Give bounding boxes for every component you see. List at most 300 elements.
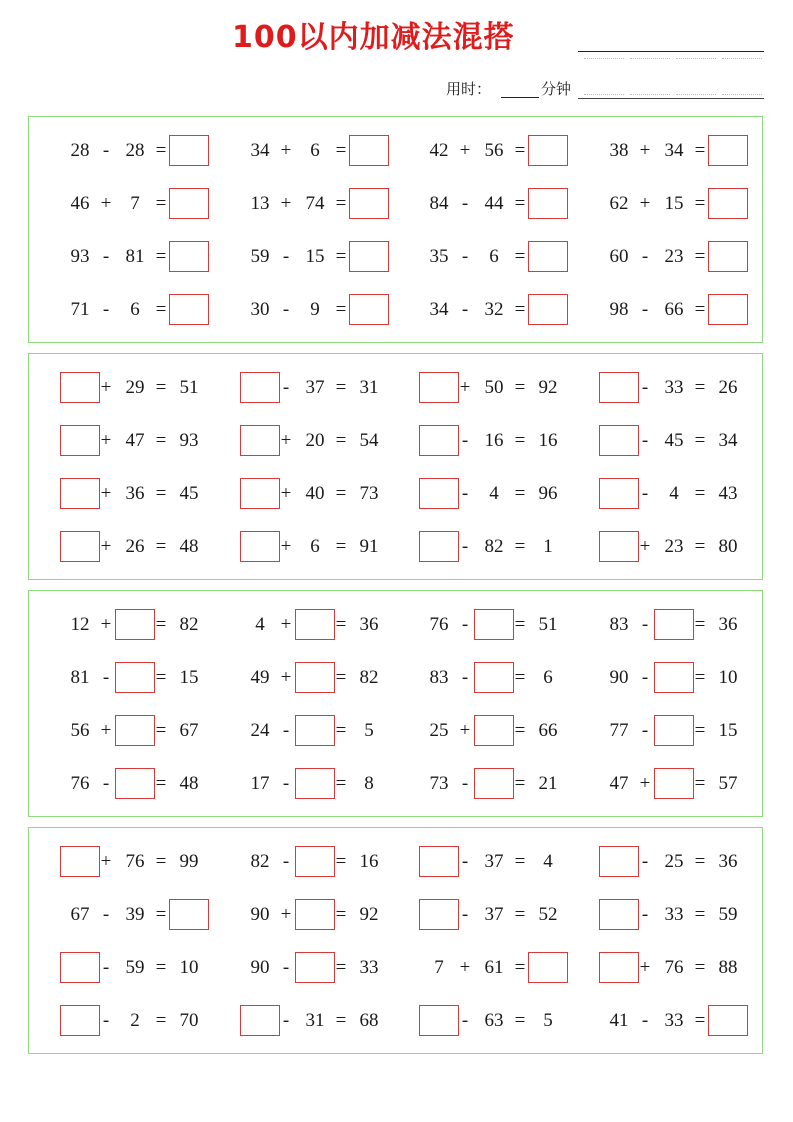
- number: 36: [359, 614, 379, 635]
- operator: +: [100, 536, 112, 557]
- equals-sign: =: [694, 193, 706, 214]
- number: 73: [359, 483, 379, 504]
- operator: -: [641, 299, 649, 320]
- answer-box[interactable]: [295, 952, 335, 983]
- number: 45: [664, 430, 684, 451]
- equation: [585, 478, 765, 510]
- answer-box[interactable]: [349, 135, 389, 166]
- number: 26: [125, 536, 145, 557]
- equals-sign: =: [694, 667, 706, 688]
- equals-sign: =: [335, 483, 347, 504]
- dotted-guide: [722, 94, 762, 95]
- answer-box[interactable]: [60, 478, 100, 509]
- answer-box[interactable]: [474, 768, 514, 799]
- operator: +: [100, 851, 112, 872]
- number: 13: [250, 193, 270, 214]
- answer-box[interactable]: [419, 846, 459, 877]
- equation: [405, 531, 585, 563]
- operator: -: [641, 483, 649, 504]
- dotted-guide: [722, 58, 762, 59]
- number: 83: [609, 614, 629, 635]
- operator: -: [282, 246, 290, 267]
- answer-box[interactable]: [474, 662, 514, 693]
- answer-box[interactable]: [419, 899, 459, 930]
- number: 36: [125, 483, 145, 504]
- answer-box[interactable]: [295, 899, 335, 930]
- equals-sign: =: [335, 140, 347, 161]
- number: 29: [125, 377, 145, 398]
- number: 1: [543, 536, 553, 557]
- number: 59: [250, 246, 270, 267]
- equation: [226, 662, 406, 694]
- answer-box[interactable]: [349, 294, 389, 325]
- equals-sign: =: [694, 246, 706, 267]
- number: 10: [718, 667, 738, 688]
- equation: [46, 609, 226, 641]
- number: 98: [609, 299, 629, 320]
- equals-sign: =: [514, 299, 526, 320]
- operator: -: [641, 851, 649, 872]
- equation: [405, 952, 585, 984]
- equation: [46, 135, 226, 167]
- dotted-guide: [630, 94, 670, 95]
- number: 99: [179, 851, 199, 872]
- answer-box[interactable]: [654, 609, 694, 640]
- answer-box[interactable]: [169, 135, 209, 166]
- number: 49: [250, 667, 270, 688]
- operator: +: [280, 483, 292, 504]
- equals-sign: =: [335, 246, 347, 267]
- operator: +: [459, 140, 471, 161]
- equation: [405, 662, 585, 694]
- name-blank-line[interactable]: [578, 51, 764, 52]
- number: 15: [179, 667, 199, 688]
- equals-sign: =: [694, 851, 706, 872]
- answer-box[interactable]: [60, 425, 100, 456]
- answer-box[interactable]: [528, 294, 568, 325]
- equation: [46, 1005, 226, 1037]
- dotted-guide: [676, 58, 716, 59]
- answer-box[interactable]: [240, 478, 280, 509]
- equals-sign: =: [694, 773, 706, 794]
- equation: [226, 135, 406, 167]
- equals-sign: =: [514, 193, 526, 214]
- equals-sign: =: [694, 377, 706, 398]
- operator: +: [100, 614, 112, 635]
- equals-sign: =: [514, 667, 526, 688]
- equals-sign: =: [155, 299, 167, 320]
- number: 63: [484, 1010, 504, 1031]
- equals-sign: =: [694, 140, 706, 161]
- number: 16: [538, 430, 558, 451]
- number: 48: [179, 773, 199, 794]
- number: 81: [70, 667, 90, 688]
- equals-sign: =: [514, 140, 526, 161]
- operator: +: [639, 536, 651, 557]
- exercise-section-1: [28, 116, 763, 343]
- equals-sign: =: [155, 377, 167, 398]
- number: 82: [484, 536, 504, 557]
- answer-box[interactable]: [654, 768, 694, 799]
- number: 76: [664, 957, 684, 978]
- equals-sign: =: [155, 430, 167, 451]
- number: 25: [429, 720, 449, 741]
- operator: -: [102, 246, 110, 267]
- answer-box[interactable]: [60, 846, 100, 877]
- answer-box[interactable]: [115, 609, 155, 640]
- operator: -: [461, 667, 469, 688]
- answer-box[interactable]: [169, 188, 209, 219]
- number: 31: [359, 377, 379, 398]
- number: 34: [718, 430, 738, 451]
- equation: [405, 768, 585, 800]
- equals-sign: =: [514, 904, 526, 925]
- answer-box[interactable]: [295, 609, 335, 640]
- number: 21: [538, 773, 558, 794]
- answer-box[interactable]: [528, 952, 568, 983]
- equation: [405, 372, 585, 404]
- equation: [226, 294, 406, 326]
- number: 90: [250, 904, 270, 925]
- answer-box[interactable]: [295, 662, 335, 693]
- answer-box[interactable]: [654, 715, 694, 746]
- number: 66: [538, 720, 558, 741]
- answer-box[interactable]: [115, 768, 155, 799]
- number: 88: [718, 957, 738, 978]
- answer-box[interactable]: [474, 715, 514, 746]
- equation: [585, 294, 765, 326]
- equation: [46, 531, 226, 563]
- equation: [585, 372, 765, 404]
- number: 5: [364, 720, 374, 741]
- number: 82: [359, 667, 379, 688]
- equation: [405, 1005, 585, 1037]
- number: 50: [484, 377, 504, 398]
- equals-sign: =: [514, 483, 526, 504]
- operator: +: [280, 140, 292, 161]
- equals-sign: =: [155, 614, 167, 635]
- number: 34: [664, 140, 684, 161]
- time-unit-label: 分钟: [541, 80, 572, 98]
- number: 23: [664, 246, 684, 267]
- answer-box[interactable]: [654, 662, 694, 693]
- number: 81: [125, 246, 145, 267]
- number: 77: [609, 720, 629, 741]
- equals-sign: =: [514, 377, 526, 398]
- equation: [226, 425, 406, 457]
- answer-box[interactable]: [474, 609, 514, 640]
- number: 42: [429, 140, 449, 161]
- operator: -: [641, 1010, 649, 1031]
- number: 25: [664, 851, 684, 872]
- answer-box[interactable]: [599, 425, 639, 456]
- equals-sign: =: [155, 720, 167, 741]
- number: 7: [434, 957, 444, 978]
- answer-box[interactable]: [115, 662, 155, 693]
- number: 15: [718, 720, 738, 741]
- number: 54: [359, 430, 379, 451]
- equation: [226, 768, 406, 800]
- number: 23: [664, 536, 684, 557]
- answer-box[interactable]: [115, 715, 155, 746]
- number: 96: [538, 483, 558, 504]
- answer-box[interactable]: [419, 478, 459, 509]
- equals-sign: =: [694, 904, 706, 925]
- time-extra-blank-line[interactable]: [578, 98, 764, 99]
- equation: [226, 899, 406, 931]
- equals-sign: =: [335, 299, 347, 320]
- operator: +: [459, 377, 471, 398]
- equals-sign: =: [155, 140, 167, 161]
- answer-box[interactable]: [599, 952, 639, 983]
- equation: [585, 846, 765, 878]
- dotted-guide: [584, 58, 624, 59]
- number: 76: [429, 614, 449, 635]
- operator: -: [282, 720, 290, 741]
- equals-sign: =: [335, 193, 347, 214]
- answer-box[interactable]: [599, 531, 639, 562]
- equals-sign: =: [155, 667, 167, 688]
- number: 6: [310, 536, 320, 557]
- number: 8: [364, 773, 374, 794]
- number: 15: [305, 246, 325, 267]
- number: 52: [538, 904, 558, 925]
- number: 20: [305, 430, 325, 451]
- operator: +: [280, 614, 292, 635]
- operator: +: [459, 957, 471, 978]
- number: 6: [489, 246, 499, 267]
- equals-sign: =: [335, 430, 347, 451]
- number: 60: [609, 246, 629, 267]
- number: 36: [718, 614, 738, 635]
- equation: [46, 372, 226, 404]
- answer-box[interactable]: [419, 1005, 459, 1036]
- operator: +: [280, 667, 292, 688]
- answer-box[interactable]: [419, 372, 459, 403]
- equation: [585, 241, 765, 273]
- answer-box[interactable]: [599, 372, 639, 403]
- number: 6: [543, 667, 553, 688]
- equation: [226, 478, 406, 510]
- equals-sign: =: [514, 614, 526, 635]
- answer-box[interactable]: [419, 531, 459, 562]
- exercise-section-3: [28, 590, 763, 817]
- operator: -: [641, 430, 649, 451]
- operator: -: [461, 246, 469, 267]
- answer-box[interactable]: [295, 715, 335, 746]
- answer-box[interactable]: [240, 531, 280, 562]
- operator: -: [102, 773, 110, 794]
- number: 26: [718, 377, 738, 398]
- number: 70: [179, 1010, 199, 1031]
- number: 84: [429, 193, 449, 214]
- operator: -: [282, 957, 290, 978]
- number: 24: [250, 720, 270, 741]
- number: 4: [489, 483, 499, 504]
- number: 90: [250, 957, 270, 978]
- number: 6: [130, 299, 140, 320]
- number: 82: [179, 614, 199, 635]
- time-minutes-blank[interactable]: [501, 97, 539, 98]
- number: 92: [538, 377, 558, 398]
- answer-box[interactable]: [528, 241, 568, 272]
- answer-box[interactable]: [708, 241, 748, 272]
- number: 33: [359, 957, 379, 978]
- equation: [46, 715, 226, 747]
- number: 16: [359, 851, 379, 872]
- equals-sign: =: [694, 536, 706, 557]
- equation: [405, 294, 585, 326]
- operator: +: [100, 377, 112, 398]
- equals-sign: =: [694, 720, 706, 741]
- number: 44: [484, 193, 504, 214]
- answer-box[interactable]: [60, 372, 100, 403]
- equation: [405, 715, 585, 747]
- equation: [226, 952, 406, 984]
- answer-box[interactable]: [240, 1005, 280, 1036]
- equals-sign: =: [335, 377, 347, 398]
- operator: -: [641, 246, 649, 267]
- operator: +: [280, 536, 292, 557]
- equation: [46, 952, 226, 984]
- number: 59: [125, 957, 145, 978]
- number: 68: [359, 1010, 379, 1031]
- answer-box[interactable]: [708, 135, 748, 166]
- number: 45: [179, 483, 199, 504]
- number: 56: [484, 140, 504, 161]
- operator: +: [639, 957, 651, 978]
- answer-box[interactable]: [169, 294, 209, 325]
- operator: -: [102, 299, 110, 320]
- equation: [46, 294, 226, 326]
- equals-sign: =: [335, 904, 347, 925]
- equation: [585, 952, 765, 984]
- operator: -: [461, 614, 469, 635]
- number: 48: [179, 536, 199, 557]
- answer-box[interactable]: [60, 531, 100, 562]
- answer-box[interactable]: [295, 768, 335, 799]
- number: 6: [310, 140, 320, 161]
- equals-sign: =: [155, 851, 167, 872]
- answer-box[interactable]: [708, 188, 748, 219]
- equation: [585, 188, 765, 220]
- operator: +: [100, 193, 112, 214]
- number: 83: [429, 667, 449, 688]
- number: 93: [179, 430, 199, 451]
- equation: [405, 188, 585, 220]
- number: 2: [130, 1010, 140, 1031]
- equation: [46, 425, 226, 457]
- equation: [405, 241, 585, 273]
- equals-sign: =: [335, 614, 347, 635]
- answer-box[interactable]: [60, 1005, 100, 1036]
- dotted-guide: [630, 58, 670, 59]
- answer-box[interactable]: [599, 899, 639, 930]
- operator: -: [461, 430, 469, 451]
- equals-sign: =: [335, 773, 347, 794]
- operator: -: [461, 483, 469, 504]
- equals-sign: =: [694, 614, 706, 635]
- answer-box[interactable]: [60, 952, 100, 983]
- equation: [405, 609, 585, 641]
- answer-box[interactable]: [295, 846, 335, 877]
- answer-box[interactable]: [528, 188, 568, 219]
- answer-box[interactable]: [419, 425, 459, 456]
- number: 76: [70, 773, 90, 794]
- equation: [405, 425, 585, 457]
- number: 51: [538, 614, 558, 635]
- number: 90: [609, 667, 629, 688]
- number: 37: [484, 851, 504, 872]
- equation: [585, 662, 765, 694]
- number: 46: [70, 193, 90, 214]
- operator: +: [280, 904, 292, 925]
- number: 56: [70, 720, 90, 741]
- number: 61: [484, 957, 504, 978]
- number: 43: [718, 483, 738, 504]
- operator: -: [102, 667, 110, 688]
- number: 33: [664, 904, 684, 925]
- answer-box[interactable]: [528, 135, 568, 166]
- answer-box[interactable]: [169, 899, 209, 930]
- equals-sign: =: [335, 957, 347, 978]
- dotted-guide: [584, 94, 624, 95]
- operator: +: [280, 193, 292, 214]
- operator: +: [100, 720, 112, 741]
- number: 39: [125, 904, 145, 925]
- operator: -: [461, 536, 469, 557]
- number: 76: [125, 851, 145, 872]
- number: 5: [543, 1010, 553, 1031]
- number: 38: [609, 140, 629, 161]
- exercise-section-2: [28, 353, 763, 580]
- operator: -: [461, 299, 469, 320]
- equation: [226, 1005, 406, 1037]
- answer-box[interactable]: [708, 294, 748, 325]
- worksheet-title: 100以内加减法混搭: [232, 20, 515, 55]
- number: 17: [250, 773, 270, 794]
- operator: +: [280, 430, 292, 451]
- operator: -: [641, 377, 649, 398]
- answer-box[interactable]: [169, 241, 209, 272]
- number: 67: [70, 904, 90, 925]
- equals-sign: =: [514, 246, 526, 267]
- number: 4: [255, 614, 265, 635]
- number: 34: [250, 140, 270, 161]
- number: 37: [305, 377, 325, 398]
- answer-box[interactable]: [599, 846, 639, 877]
- equals-sign: =: [694, 483, 706, 504]
- answer-box[interactable]: [240, 372, 280, 403]
- answer-box[interactable]: [349, 188, 389, 219]
- equals-sign: =: [155, 904, 167, 925]
- answer-box[interactable]: [708, 1005, 748, 1036]
- number: 57: [718, 773, 738, 794]
- answer-box[interactable]: [599, 478, 639, 509]
- equation: [226, 715, 406, 747]
- number: 4: [543, 851, 553, 872]
- equation: [46, 662, 226, 694]
- equation: [46, 188, 226, 220]
- answer-box[interactable]: [349, 241, 389, 272]
- number: 33: [664, 377, 684, 398]
- number: 30: [250, 299, 270, 320]
- equals-sign: =: [155, 957, 167, 978]
- equals-sign: =: [155, 193, 167, 214]
- answer-box[interactable]: [240, 425, 280, 456]
- number: 16: [484, 430, 504, 451]
- number: 67: [179, 720, 199, 741]
